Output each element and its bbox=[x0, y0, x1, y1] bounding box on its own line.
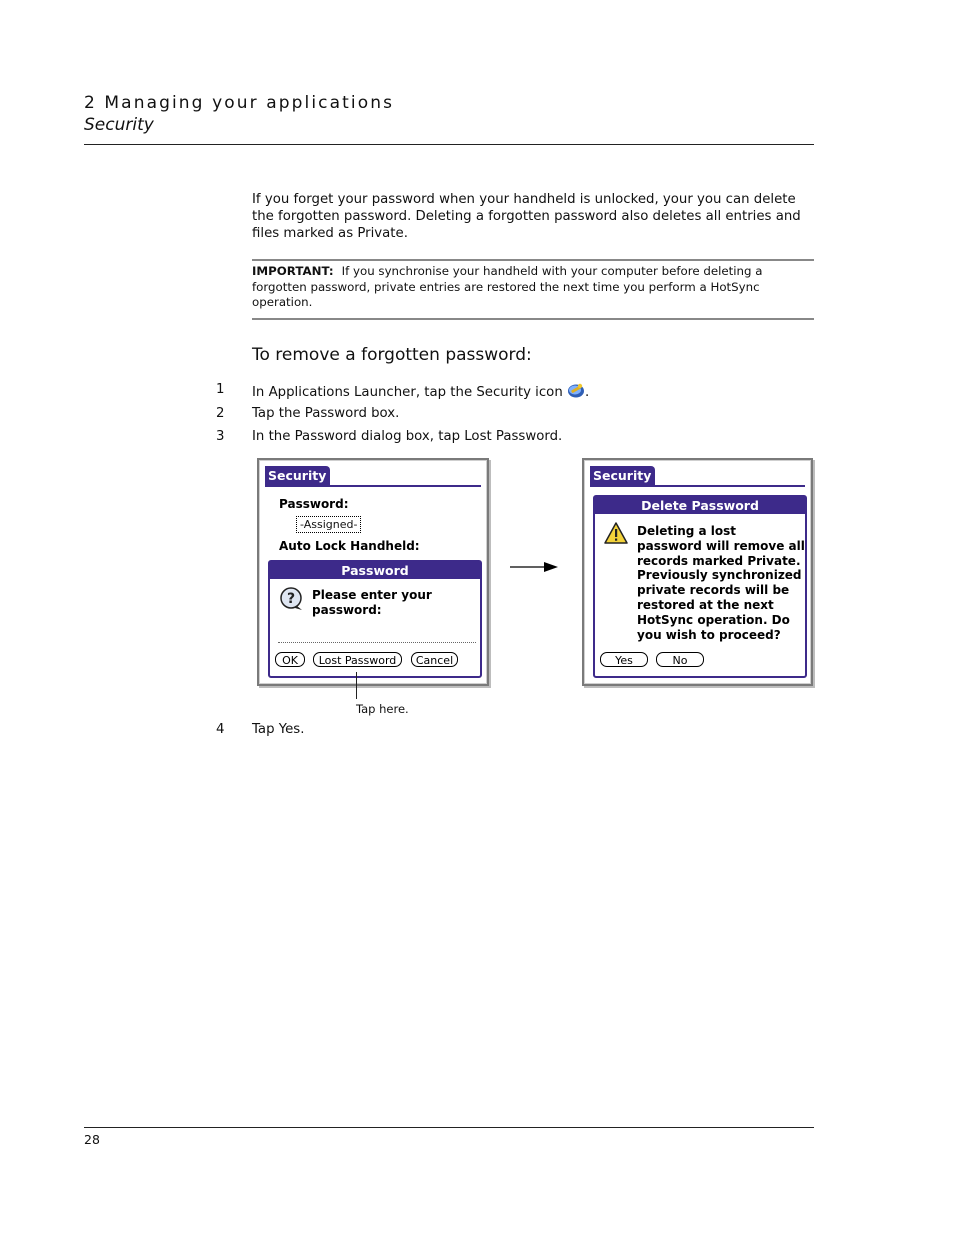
question-icon bbox=[280, 587, 304, 615]
delete-password-dialog bbox=[593, 495, 807, 678]
no-button[interactable]: No bbox=[656, 652, 704, 667]
header-rule bbox=[84, 144, 814, 145]
message-line: records marked Private. bbox=[637, 553, 801, 568]
message-line: Deleting a lost bbox=[637, 524, 737, 538]
step-text-before: In Applications Launcher, tap the Security icon bbox=[252, 385, 563, 400]
chapter-title: 2 Managing your applications bbox=[84, 93, 395, 113]
step-number: 4 bbox=[216, 722, 225, 737]
step-number: 3 bbox=[216, 429, 225, 444]
important-note bbox=[252, 264, 812, 311]
title-bar bbox=[590, 466, 805, 487]
important-text: If you synchronise your handheld with your computer before deleting a forgotten password, private entries are restored the next time you perform a HotSync operation. bbox=[252, 264, 763, 310]
important-rule-top bbox=[252, 259, 814, 261]
auto-lock-label: Auto Lock Handheld: bbox=[279, 539, 420, 553]
message-line: password will remove all bbox=[637, 538, 805, 553]
title-bar bbox=[265, 466, 481, 487]
palm-screen-inner bbox=[265, 466, 481, 678]
procedure-title: To remove a forgotten password: bbox=[252, 345, 532, 365]
message-line: HotSync operation. Do bbox=[637, 612, 790, 627]
dialog-message bbox=[637, 524, 805, 642]
message-line: restored at the next bbox=[637, 597, 774, 612]
important-label: IMPORTANT: bbox=[252, 264, 334, 278]
dialog-title: Password bbox=[270, 562, 480, 579]
app-tab: Security bbox=[590, 466, 655, 485]
arrow-right-icon bbox=[510, 560, 560, 574]
password-entry-line[interactable] bbox=[278, 642, 476, 643]
lost-password-button[interactable]: Lost Password bbox=[313, 652, 402, 667]
yes-button[interactable]: Yes bbox=[600, 652, 648, 667]
security-key-icon bbox=[567, 382, 585, 398]
message-line: Previously synchronized bbox=[637, 568, 802, 583]
password-box[interactable]: -Assigned- bbox=[296, 516, 361, 533]
message-line: private records will be bbox=[637, 583, 790, 598]
warning-icon bbox=[604, 522, 628, 548]
step-text-after: . bbox=[584, 385, 590, 400]
important-rule-bottom bbox=[252, 318, 814, 320]
step-number: 1 bbox=[216, 382, 225, 397]
callout-line bbox=[356, 672, 357, 699]
message-line: you wish to proceed? bbox=[637, 627, 781, 642]
section-title: Security bbox=[84, 115, 154, 135]
intro-paragraph: If you forget your password when your handheld is unlocked, your you can delete the forgotten password. Deleting a forgotten password also deletes all entries and files marked as Private. bbox=[252, 192, 801, 241]
page-number: 28 bbox=[84, 1132, 100, 1147]
palm-screen-delete-password bbox=[582, 458, 813, 686]
app-tab: Security bbox=[265, 466, 330, 485]
callout-text: Tap here. bbox=[356, 702, 409, 716]
palm-screen-password bbox=[257, 458, 489, 686]
password-label: Password: bbox=[279, 497, 349, 511]
footer-rule bbox=[84, 1127, 814, 1128]
step-text: Tap Yes. bbox=[252, 722, 305, 737]
password-dialog bbox=[268, 560, 482, 678]
step-text: In the Password dialog box, tap Lost Password. bbox=[252, 429, 563, 444]
dialog-title: Delete Password bbox=[595, 497, 805, 514]
step-text: Tap the Password box. bbox=[252, 406, 400, 421]
step-text bbox=[252, 382, 589, 400]
palm-screen-inner bbox=[590, 466, 805, 678]
cancel-button[interactable]: Cancel bbox=[411, 652, 458, 667]
step-number: 2 bbox=[216, 406, 225, 421]
dialog-message: Please enter your password: bbox=[312, 588, 432, 617]
svg-text:?: ? bbox=[286, 591, 296, 607]
ok-button[interactable]: OK bbox=[275, 652, 305, 667]
